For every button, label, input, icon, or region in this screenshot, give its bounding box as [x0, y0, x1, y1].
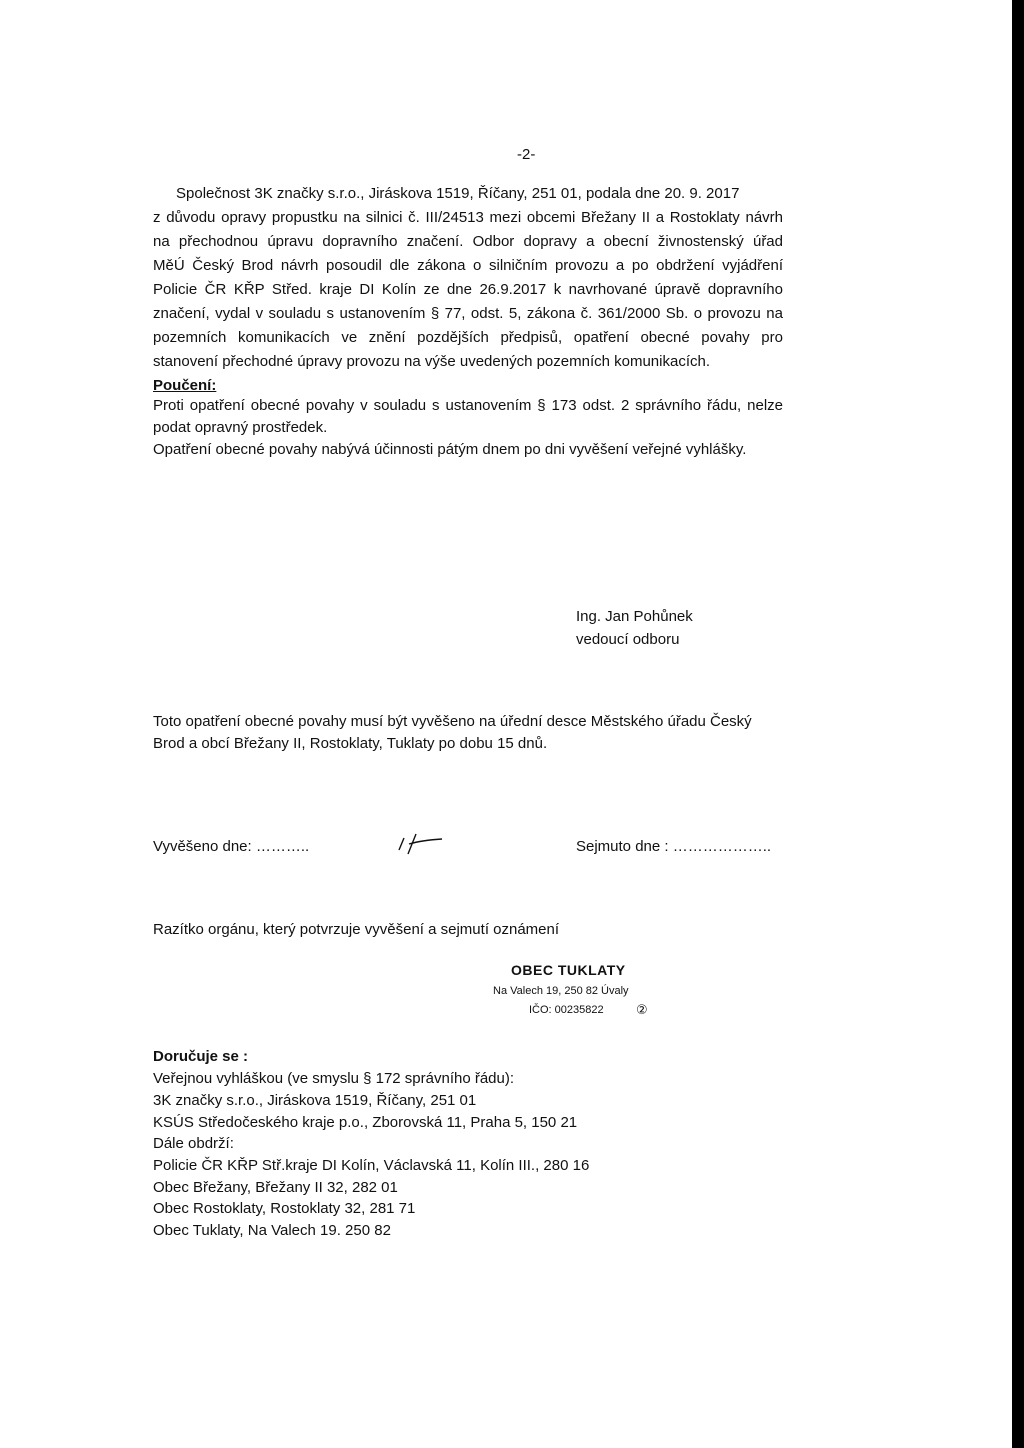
pouceni-line: Proti opatření obecné povahy v souladu s ustanovením § 173 odst. 2 správního řádu, nelze	[153, 397, 783, 414]
posting-notice-line: Brod a obcí Břežany II, Rostoklaty, Tuklaty po dobu 15 dnů.	[153, 735, 548, 752]
page-number: -2-	[517, 146, 536, 163]
pouceni-heading: Poučení:	[153, 377, 217, 394]
body-line: pozemních komunikacích ve znění pozdějších předpisů, opatření obecné povahy pro	[153, 329, 783, 346]
delivery-line: KSÚS Středočeského kraje p.o., Zborovská 11, Praha 5, 150 21	[153, 1114, 578, 1131]
body-line: Policie ČR KŘP Střed. kraje DI Kolín ze dne 26.9.2017 k navrhované úpravě dopravního	[153, 281, 783, 298]
pouceni-line: podat opravný prostředek.	[153, 419, 328, 436]
delivery-heading: Doručuje se :	[153, 1048, 249, 1065]
delivery-line: Obec Rostoklaty, Rostoklaty 32, 281 71	[153, 1200, 416, 1217]
stamp-name: OBEC TUKLATY	[511, 962, 626, 978]
body-line: stanovení přechodné úpravy provozu na výše uvedených pozemních komunikacích.	[153, 353, 710, 370]
delivery-line: Obec Břežany, Břežany II 32, 282 01	[153, 1179, 398, 1196]
posted-date-field: Vyvěšeno dne: ………..	[153, 838, 310, 855]
delivery-line: 3K značky s.r.o., Jiráskova 1519, Říčany, 251 01	[153, 1092, 477, 1109]
stamp-address: Na Valech 19, 250 82 Úvaly	[493, 985, 629, 997]
signatory-title: vedoucí odboru	[576, 631, 680, 648]
stamp-ico: IČO: 00235822	[529, 1004, 604, 1016]
handwritten-initials	[396, 830, 446, 860]
body-line: značení, vydal v souladu s ustanovením § 77, odst. 5, zákona č. 361/2000 Sb. o provozu na	[153, 305, 783, 322]
signatory-name: Ing. Jan Pohůnek	[576, 608, 693, 625]
body-line: MěÚ Český Brod návrh posoudil dle zákona o silničním provozu a po obdržení vyjádření	[153, 257, 783, 274]
body-line: z důvodu opravy propustku na silnici č. III/24513 mezi obcemi Břežany II a Rostoklaty návrh	[153, 209, 783, 226]
delivery-line: Policie ČR KŘP Stř.kraje DI Kolín, Václavská 11, Kolín III., 280 16	[153, 1157, 590, 1174]
delivery-line: Obec Tuklaty, Na Valech 19. 250 82	[153, 1222, 391, 1239]
stamp-caption: Razítko orgánu, který potvrzuje vyvěšení a sejmutí oznámení	[153, 921, 560, 938]
stamp-mark: ②	[636, 1002, 648, 1017]
removed-date-field: Sejmuto dne : ………………..	[576, 838, 772, 855]
pouceni-line: Opatření obecné povahy nabývá účinnosti pátým dnem po dni vyvěšení veřejné vyhlášky.	[153, 441, 747, 458]
body-line: na přechodnou úpravu dopravního značení. Odbor dopravy a obecní živnostenský úřad	[153, 233, 783, 250]
delivery-line: Veřejnou vyhláškou (ve smyslu § 172 správního řádu):	[153, 1070, 515, 1087]
posting-notice-line: Toto opatření obecné povahy musí být vyvěšeno na úřední desce Městského úřadu Český	[153, 713, 752, 730]
delivery-line: Dále obdrží:	[153, 1135, 234, 1152]
body-line: Společnost 3K značky s.r.o., Jiráskova 1519, Říčany, 251 01, podala dne 20. 9. 2017	[176, 185, 740, 202]
